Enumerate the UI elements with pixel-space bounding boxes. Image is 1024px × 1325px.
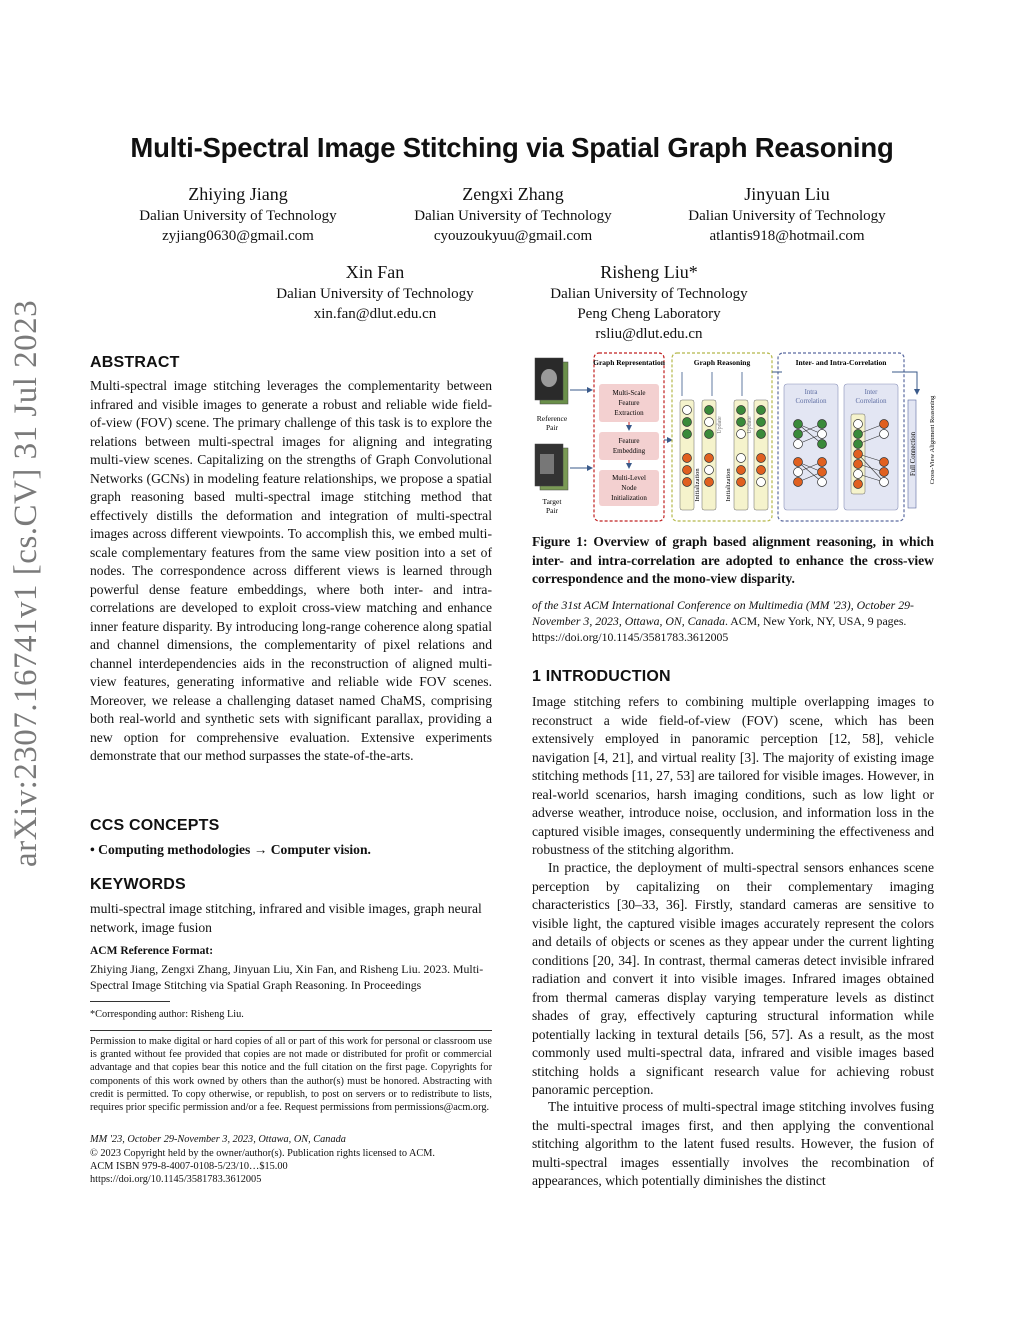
target-pair-images [535, 444, 568, 490]
ref-pair-label-2: Pair [545, 423, 559, 432]
init-label: Initialization [694, 468, 701, 502]
acm-ref-text: Zhiying Jiang, Zengxi Zhang, Jinyuan Liu, Xin Fan, and Risheng Liu. 2023. Multi-Spectral Image Stitching via Spatial Graph Reasoning. In Proceedings [90, 962, 484, 992]
author-affiliation: Dalian University of Technology [139, 208, 337, 224]
msfe-label-1: Multi-Scale [612, 389, 646, 397]
author-name: Xin Fan [345, 262, 405, 282]
msfe-label-2: Feature [618, 399, 640, 407]
keywords-text: multi-spectral image stitching, infrared and visible images, graph neural network, image fusion [90, 901, 482, 935]
author-email: zyjiang0630@gmail.com [162, 228, 314, 244]
author-affiliation: Dalian University of Technology [414, 208, 612, 224]
svg-text:Graph Representation [593, 358, 666, 367]
figure-caption: Figure 1: Overview of graph based alignment reasoning, in which inter- and intra-correlation are adopted to enhance the cross-view correspondence and the mono-view disparity. [532, 534, 934, 586]
ccs-concept: • Computing methodologies → Computer vision. [90, 842, 371, 857]
intro-paragraph-1: Image stitching refers to combining multiple overlapping images to reconstruct a wide field-of-view (FOV) scene, which has been extensively employed in panoramic perception [12, 58], vehicle navigation [4, 21], and virtual reality [3]. The majority of existing image stitching methods [11, 27, 53] are tailored for visible images. However, in real-world scenarios, harsh imaging conditions, such as low light or adverse weather, introduce noise, occlusion, and information loss in the captured visible images, consequently undermining the effectiveness and robustness of the stitching algorithm. [532, 694, 934, 857]
acm-ref-proceedings: of the 31st ACM International Conference on Multimedia (MM '23), October 29-November 3, 2023, Ottawa, ON, Canada [532, 598, 914, 628]
mlni-label-2: Node [621, 484, 637, 492]
intra-label-1: Intra [804, 389, 818, 396]
cross-view-label: Cross-View Alignment Reasoning [929, 395, 936, 485]
author-name: Jinyuan Liu [744, 184, 830, 204]
author-name: Zengxi Zhang [462, 184, 564, 204]
isbn-line: ACM ISBN 979-8-4007-0108-5/23/10…$15.00 [90, 1161, 288, 1172]
msfe-label-3: Extraction [614, 409, 644, 417]
inter-label-1: Inter [864, 389, 878, 396]
author-email: cyouzoukyuu@gmail.com [433, 228, 593, 244]
figure-diagram [532, 350, 944, 525]
author-email: atlantis918@hotmail.com [709, 228, 865, 244]
fe-label-2: Embedding [612, 447, 646, 455]
tgt-pair-label-1: Target [542, 497, 562, 506]
acm-ref-continuation [532, 597, 934, 645]
keywords-heading: KEYWORDS [90, 876, 186, 893]
fe-label-1: Feature [618, 437, 640, 445]
graph-reasoning-label: Graph Reasoning [693, 358, 751, 367]
author-affiliation: Dalian University of Technology [276, 286, 474, 302]
inter-label-2: Correlation [855, 398, 887, 405]
ccs-text [90, 841, 492, 860]
author-block [529, 260, 769, 344]
ref-pair-label-1: Reference [536, 414, 568, 423]
ccs-heading: CCS CONCEPTS [90, 817, 220, 834]
permission-text: Permission to make digital or hard copies of all or part of this work for personal or classroom use is granted without fee provided that copies are not made or distributed for profit or commercial advantage and that copies bear this notice and the full citation on the first page. Copyrights for components of this work owned by others than the author(s) must be honored. Abstracting with credit is permitted. To copy otherwise, or republish, to post on servers or to redistribute to lists, requires prior specific permission and/or a fee. Request permissions from permissions@acm.org. [90, 1036, 492, 1114]
abstract-heading: ABSTRACT [90, 354, 180, 371]
paper-title: Multi-Spectral Image Stitching via Spatial Graph Reasoning [130, 132, 894, 163]
author-affiliation: Dalian University of Technology [550, 286, 748, 302]
mlni-label-3: Initialization [611, 494, 647, 502]
permission-divider [90, 1030, 492, 1031]
reference-pair-images [535, 358, 568, 404]
abstract-text: Multi-spectral image stitching leverages the complementarity between infrared and visible images to generate a robust and reliable wide field-of-view (FOV) scene. The primary challenge of this task is to explore the relations between multi-spectral images for aligning and integrating multi-view scenes. Capitalizing on the strengths of Graph Convolutional Networks (GCNs) in modeling feature relationships, we propose a spatial graph reasoning based multi-spectral image stitching method that effectively distills the deformation and integration of multi-spectral images across different viewpoints. To accomplish this, we embed multi-scale complementary features from the same view position into a set of nodes. The correspondence across different views is learned through powerful dense feature embeddings, where both inter- and intra-correlations are developed to exploit cross-view matching and enhance inner feature disparity. By introducing long-range coherence along spatial and channel dimensions, the complementarity of pixel relations and channel interdependencies aids in the reconstruction of aligned multi-view features, generating informative and reliable wide FOV scenes. Moreover, we release a challenging dataset named ChaMS, comprising both real-world and synthetic sets with significant parallax, providing a new option for comprehensive evaluation. Extensive experiments demonstrate that our method surpasses the state-of-the-arts. [90, 378, 492, 763]
copyright-line: © 2023 Copyright held by the owner/author(s). Publication rights licensed to ACM. [90, 1148, 436, 1159]
conference-line: MM '23, October 29-November 3, 2023, Ottawa, ON, Canada [90, 1134, 346, 1145]
author-block [667, 182, 907, 246]
inter-intra-label: Inter- and Intra-Correlation [795, 358, 887, 367]
init-label-2: Initialization [725, 468, 732, 502]
author-block [118, 182, 358, 246]
full-conn-label: Full Connection [910, 432, 917, 476]
intro-paragraph-2: In practice, the deployment of multi-spectral sensors enhances scene perception by capitalizing on their complementary imaging characteristics [30–33, 36]. Firstly, standard cameras are sensitive to visible light, the captured visible images accurately represent the colors and details of objects or scenes as they appear under the current lighting conditions [20, 34]. In contrast, thermal cameras detect invisible infrared radiation and convert it into visible images. Infrared images obtained from thermal cameras display varying temperature levels as distinct shades of gray, effectively capturing structural information while potentially lacking in textural details [56, 57]. As a result, as the most commonly used multi-spectral data, infrared and visible images based stitching holds a significant research value for achieving robust panoramic perception. [532, 860, 934, 1097]
acm-ref-heading: ACM Reference Format: [90, 945, 214, 957]
intro-paragraph-3: The intuitive process of multi-spectral image stitching involves fusing the multi-spectral images first, and then applying the conventional stitching algorithm to the latent fused results. However, the fusion of multi-spectral images essentially involves the recombination of appearances, which potentially diminishes the distinct [532, 1099, 934, 1188]
author-email: rsliu@dlut.edu.cn [595, 326, 703, 342]
author-block [255, 260, 495, 324]
doi-line: https://doi.org/10.1145/3581783.3612005 [90, 1174, 262, 1185]
arxiv-identifier: arXiv:2307.16741v1 [cs.CV] 31 Jul 2023 [8, 299, 44, 867]
footnote-divider [90, 1001, 170, 1002]
intra-label-2: Correlation [795, 398, 827, 405]
footnote: *Corresponding author: Risheng Liu. [90, 1009, 244, 1020]
author-email: xin.fan@dlut.edu.cn [313, 306, 437, 322]
author-block [393, 182, 633, 246]
author-name: Zhiying Jiang [188, 184, 288, 204]
mlni-label-1: Multi-Level [612, 474, 646, 482]
author-affiliation: Dalian University of Technology [688, 208, 886, 224]
author-name: Risheng Liu* [600, 262, 698, 282]
author-affiliation-2: Peng Cheng Laboratory [577, 306, 721, 322]
graph-rep-label: Graph Representation [593, 358, 665, 367]
update-label-2: Update [747, 416, 753, 434]
update-label: Update [717, 416, 723, 434]
intro-heading: 1 INTRODUCTION [532, 668, 671, 685]
tgt-pair-label-2: Pair [545, 506, 559, 515]
figure-1 [532, 350, 944, 525]
acm-ref-rest: . ACM, New York, NY, USA, 9 pages. https://doi.org/10.1145/3581783.3612005 [532, 614, 907, 644]
